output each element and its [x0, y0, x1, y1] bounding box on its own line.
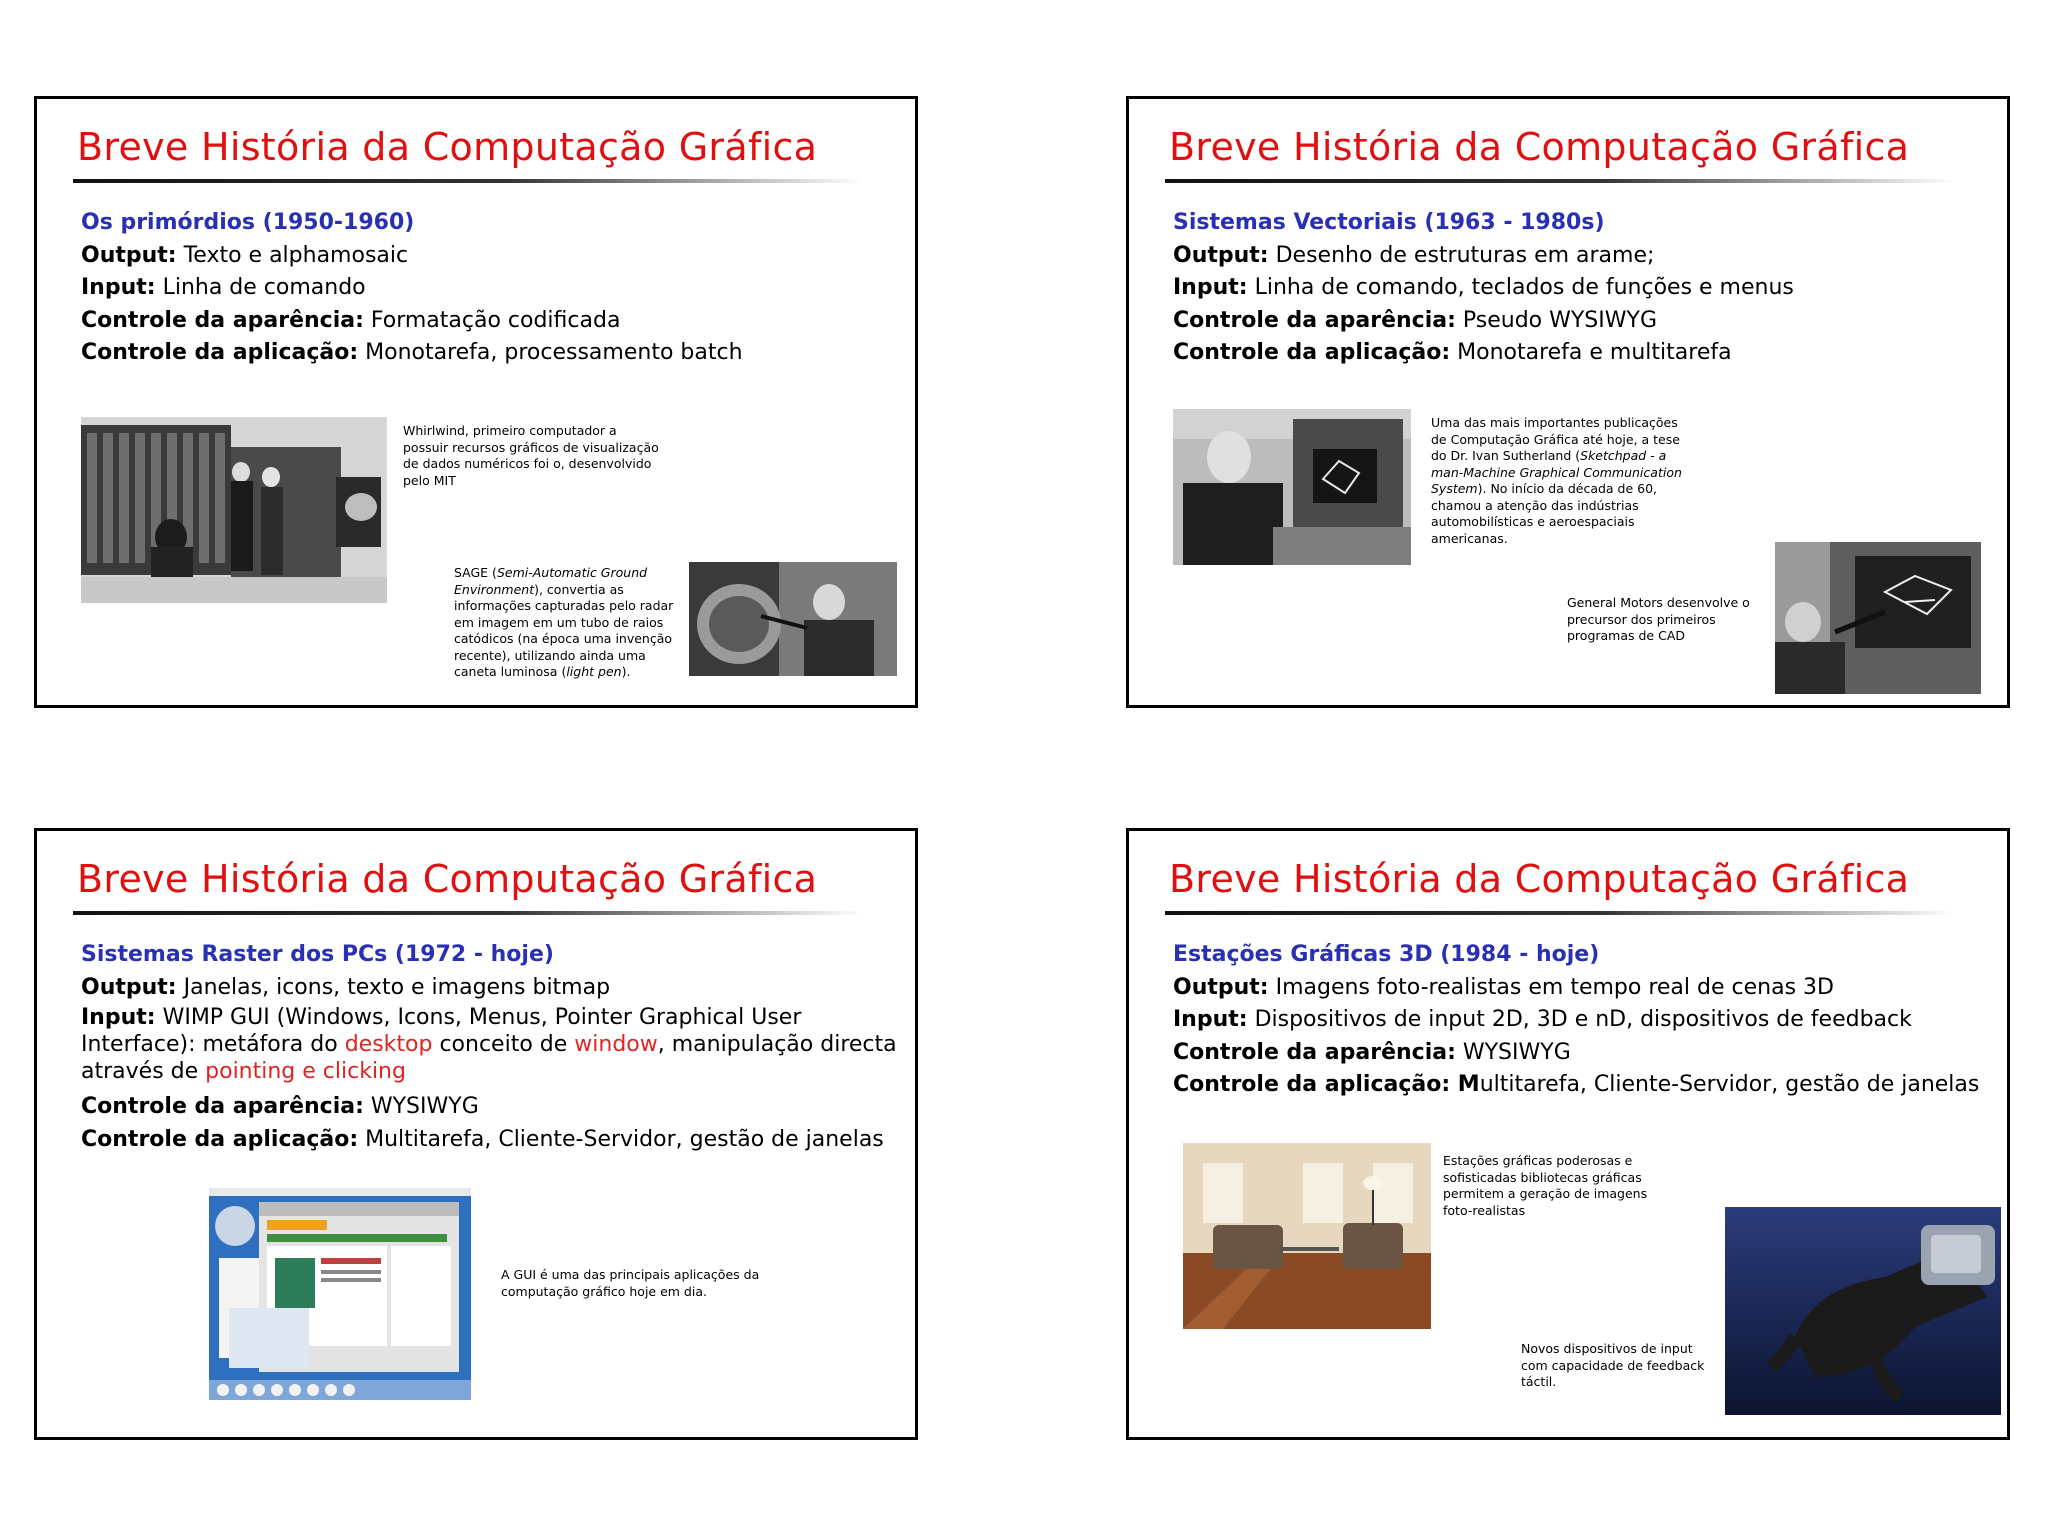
- gm-photo: [1775, 542, 1981, 694]
- application-row: [1173, 337, 1993, 370]
- slide-body: [81, 207, 901, 370]
- sketchpad-caption: [1431, 415, 1687, 547]
- appearance-row: [81, 305, 901, 338]
- sage-caption-mid: ), convertia as informações capturadas pelo radar em imagem em um tubo de raios catódicos (na época uma invenção recente), utilizando ainda uma caneta luminosa (: [454, 581, 674, 679]
- sage-caption-italic: Semi-Automatic Ground Environment: [454, 565, 648, 597]
- application-label: Controle da aplicação:: [1173, 340, 1451, 365]
- sage-caption: [454, 565, 682, 681]
- input-value-3: , manipulação directa através de: [81, 1032, 897, 1084]
- output-label: Output:: [1173, 974, 1269, 1000]
- slide-title: Breve História da Computação Gráfica: [77, 857, 818, 901]
- whirlwind-caption: Whirlwind, primeiro computador a possuir recursos gráficos de visualização de dados numéricos foi o, desenvolvido pelo MIT: [403, 423, 659, 488]
- sage-photo: [689, 562, 897, 676]
- appearance-row: [1173, 1037, 1993, 1070]
- application-value: Monotarefa e multitarefa: [1450, 340, 1732, 365]
- appearance-value: Formatação codificada: [363, 307, 621, 333]
- gui-screenshot: [209, 1188, 471, 1400]
- input-value-1: WIMP GUI (Windows, Icons, Menus, Pointer Graphical User Interface): metáfora do: [81, 1005, 802, 1057]
- output-row: [81, 240, 901, 273]
- input-value: Dispositivos de input 2D, 3D e nD, dispositivos de feedback: [1247, 1007, 1912, 1032]
- slide-primordios: [34, 96, 918, 708]
- input-row: [1173, 1004, 1993, 1037]
- input-label: Input:: [81, 275, 156, 300]
- input-label: Input:: [1173, 275, 1248, 300]
- input-red-desktop: desktop: [344, 1032, 433, 1057]
- application-value: Monotarefa, processamento batch: [358, 340, 743, 365]
- output-row: [1173, 240, 1993, 273]
- application-label: Controle da aplicação:: [81, 1126, 359, 1152]
- output-label: Output:: [81, 242, 177, 268]
- output-label: Output:: [1173, 242, 1269, 268]
- render-caption: Estações gráficas poderosas e sofisticadas bibliotecas gráficas permitem a geração de imagens foto-realistas: [1443, 1153, 1648, 1218]
- input-value-2: conceito de: [432, 1032, 575, 1057]
- slide-title: Breve História da Computação Gráfica: [77, 125, 818, 169]
- slide-body: [1173, 207, 1993, 370]
- input-red-window: window: [574, 1032, 658, 1057]
- render-room-photo: [1183, 1143, 1431, 1329]
- appearance-row: [81, 1091, 901, 1124]
- gm-caption: General Motors desenvolve o precursor dos primeiros programas de CAD: [1567, 595, 1750, 643]
- sage-caption-end: ).: [621, 664, 631, 679]
- whirlwind-photo: [81, 417, 387, 603]
- title-rule: [1165, 911, 1955, 915]
- slide-subtitle: Os primórdios (1950-1960): [81, 210, 415, 235]
- appearance-label: Controle da aparência:: [81, 1094, 364, 1119]
- output-row: [81, 972, 901, 1005]
- input-row: [81, 272, 901, 305]
- sage-caption-lightpen: light pen: [566, 664, 622, 679]
- title-rule: [73, 179, 863, 183]
- input-label: Input:: [1173, 1007, 1248, 1032]
- slide-subtitle: Sistemas Vectoriais (1963 - 1980s): [1173, 210, 1605, 235]
- application-value: ultitarefa, Cliente-Servidor, gestão de janelas: [1479, 1072, 1980, 1097]
- slide-raster: [34, 828, 918, 1440]
- application-label: Controle da aplicação:: [81, 340, 359, 365]
- slide-title: Breve História da Computação Gráfica: [1169, 125, 1910, 169]
- slide-body: [1173, 939, 1993, 1102]
- output-value: Janelas, icons, texto e imagens bitmap: [176, 974, 611, 1000]
- application-row: [81, 1124, 901, 1157]
- title-rule: [1165, 179, 1955, 183]
- input-label: Input:: [81, 1005, 156, 1030]
- slide-subtitle: Estações Gráficas 3D (1984 - hoje): [1173, 942, 1600, 967]
- appearance-value: Pseudo WYSIWYG: [1455, 307, 1657, 333]
- input-red-pointing: pointing e clicking: [205, 1059, 406, 1084]
- appearance-row: [1173, 305, 1993, 338]
- slide-body: [81, 939, 901, 1156]
- title-rule: [73, 911, 863, 915]
- appearance-label: Controle da aparência:: [81, 307, 364, 333]
- appearance-value: WYSIWYG: [1455, 1039, 1571, 1065]
- output-value: Texto e alphamosaic: [176, 242, 409, 268]
- slide-3d-stations: [1126, 828, 2010, 1440]
- appearance-value: WYSIWYG: [363, 1094, 479, 1119]
- appearance-label: Controle da aparência:: [1173, 1039, 1456, 1065]
- application-value-bold: M: [1450, 1072, 1480, 1097]
- slide-subtitle: Sistemas Raster dos PCs (1972 - hoje): [81, 942, 554, 967]
- appearance-label: Controle da aparência:: [1173, 307, 1456, 333]
- sketchpad-caption-pre: Uma das mais importantes publicações de Computação Gráfica até hoje, a tese do Dr. Ivan Sutherland (: [1431, 415, 1680, 463]
- input-row: [81, 1004, 901, 1085]
- application-label: Controle da aplicação:: [1173, 1072, 1451, 1097]
- haptic-caption: Novos dispositivos de input com capacidade de feedback táctil.: [1521, 1341, 1705, 1389]
- slide-title: Breve História da Computação Gráfica: [1169, 857, 1910, 901]
- sutherland-photo: [1173, 409, 1411, 565]
- output-label: Output:: [81, 974, 177, 1000]
- application-row: [81, 337, 901, 370]
- application-value: Multitarefa, Cliente-Servidor, gestão de janelas: [358, 1126, 884, 1152]
- gui-caption: A GUI é uma das principais aplicações da computação gráfico hoje em dia.: [501, 1267, 760, 1299]
- output-value: Imagens foto-realistas em tempo real de cenas 3D: [1268, 974, 1834, 1000]
- haptic-glove-photo: [1725, 1207, 2001, 1415]
- sketchpad-caption-italic: Sketchpad - a man-Machine Graphical Communication System: [1431, 448, 1682, 496]
- output-row: [1173, 972, 1993, 1005]
- application-row: [1173, 1069, 1993, 1102]
- output-value: Desenho de estruturas em arame;: [1268, 242, 1655, 268]
- slide-vectoriais: [1126, 96, 2010, 708]
- input-value: Linha de comando, teclados de funções e menus: [1247, 275, 1794, 300]
- input-row: [1173, 272, 1993, 305]
- sage-caption-pre: SAGE (: [454, 565, 497, 580]
- input-value: Linha de comando: [155, 275, 366, 300]
- sketchpad-caption-end: ). No início da década de 60, chamou a atenção das indústrias automobilísticas e aeroespaciais americanas.: [1431, 481, 1658, 546]
